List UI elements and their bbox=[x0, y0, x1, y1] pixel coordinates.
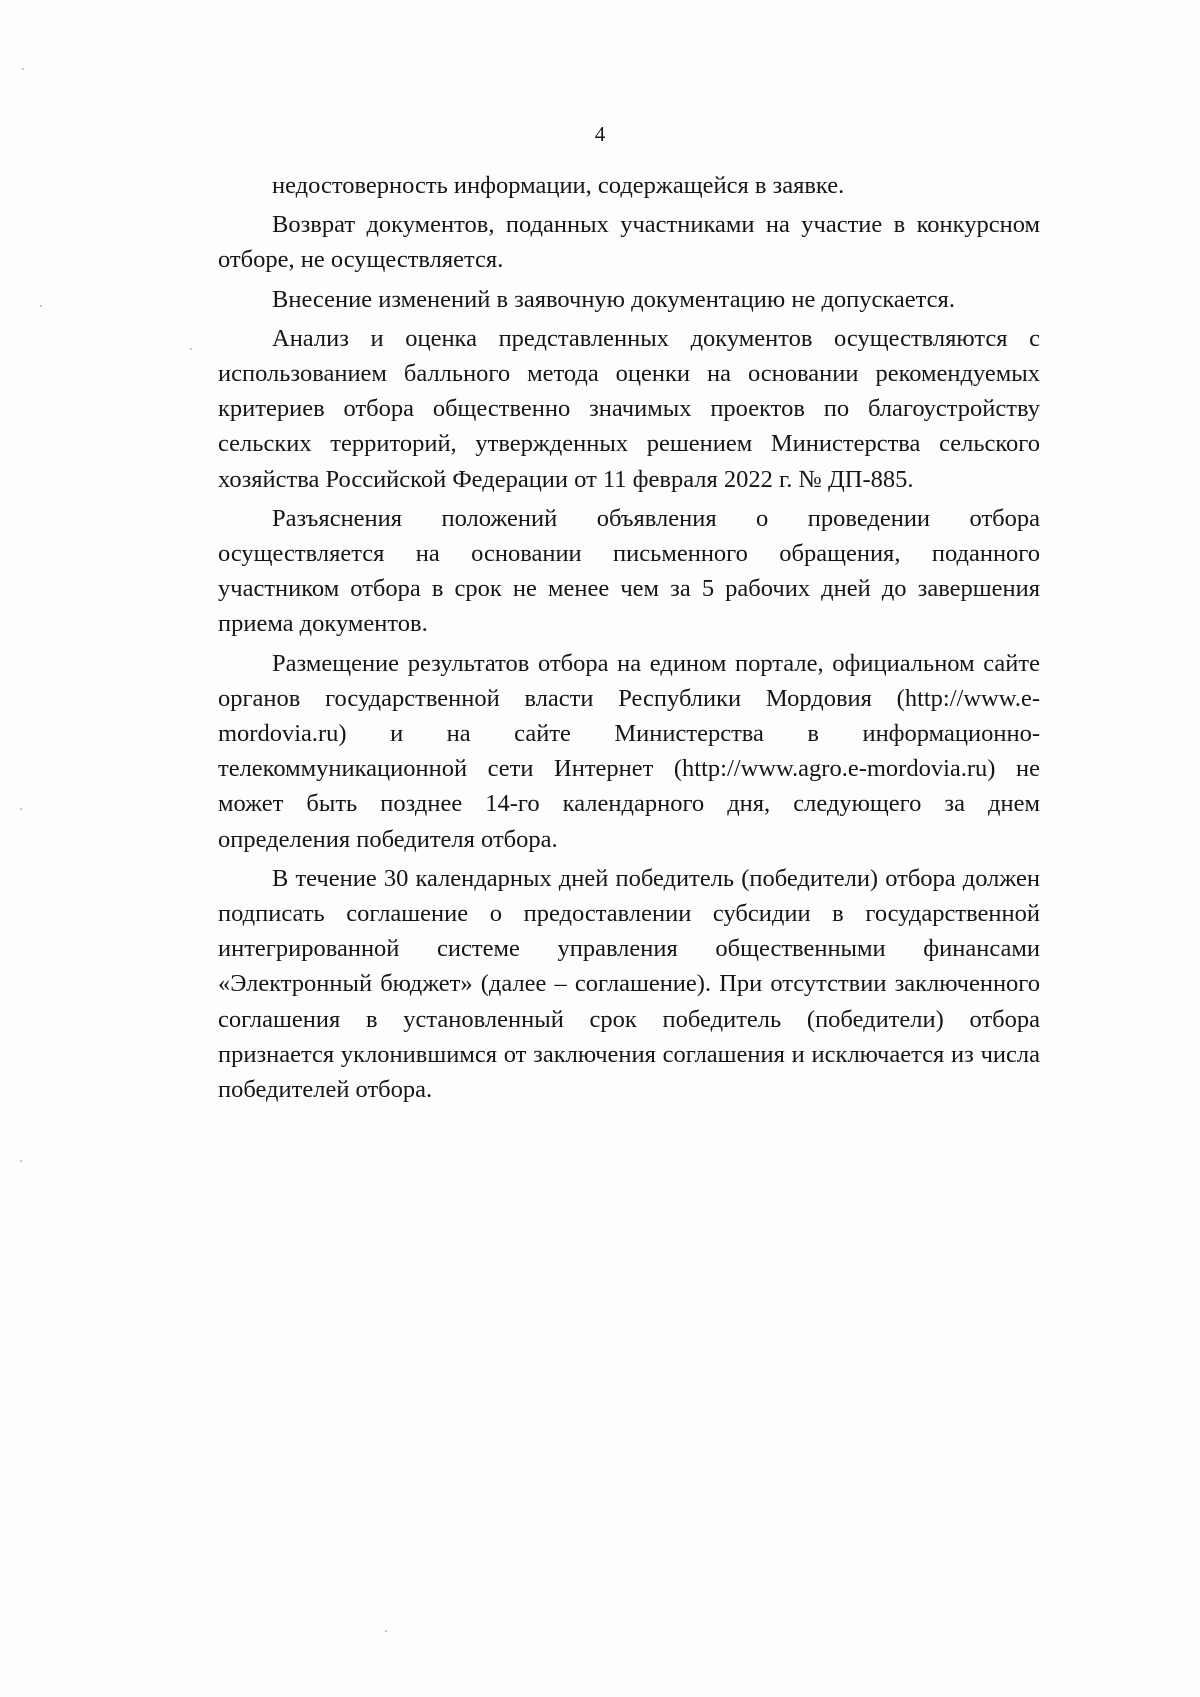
paragraph-evaluation: Анализ и оценка представленных документов осуществляются с использованием балльного метода оценки на основании рекомендуемых критериев отбора общественно значимых проектов по благоустройству сельских территорий, утвержденных решением Министерства сельского хозяйства Российской Федерации от 11 февраля 2022 г. № ДП-885. bbox=[218, 324, 1040, 493]
paragraph-results-publication: Размещение результатов отбора на едином портале, официальном сайте органов государственной власти Республики Мордовия (http://www.e-mordovia.ru) и на сайте Министерства в информационно-телекоммуникационной сети Интернет (http://www.agro.e-mordovia.ru) не может быть позднее 14-го календарного дня, следующего за днем определения победителя отбора. bbox=[218, 649, 1040, 853]
scan-speck bbox=[40, 305, 42, 307]
paragraph-no-changes: Внесение изменений в заявочную документацию не допускается. bbox=[272, 285, 955, 313]
paragraph-documents-return: Возврат документов, поданных участниками на участие в конкурсном отборе, не осуществляется. bbox=[218, 211, 1040, 274]
scan-speck bbox=[190, 348, 192, 350]
page-number: 4 bbox=[594, 122, 606, 146]
scan-speck bbox=[20, 808, 22, 810]
document-body bbox=[218, 168, 1040, 1111]
scan-speck bbox=[385, 1630, 387, 1632]
paragraph-continuation: недостоверность информации, содержащейся в заявке. bbox=[272, 172, 845, 199]
paragraph-agreement-signing: В течение 30 календарных дней победитель (победители) отбора должен подписать соглашение о предоставлении субсидии в государственной интегрированной системе управления общественными финансами «Электронный бюджет» (далее – соглашение). При отсутствии заключенного соглашения в установленный срок победитель (победители) отбора признается уклонившимся от заключения соглашения и исключается из числа победителей отбора. bbox=[218, 864, 1040, 1104]
paragraph-clarifications: Разъяснения положений объявления о проведении отбора осуществляется на основании письменного обращения, поданного участником отбора в срок не менее чем за 5 рабочих дней до завершения приема документов. bbox=[218, 504, 1040, 638]
scan-speck bbox=[22, 68, 24, 70]
scan-speck bbox=[20, 1160, 22, 1162]
